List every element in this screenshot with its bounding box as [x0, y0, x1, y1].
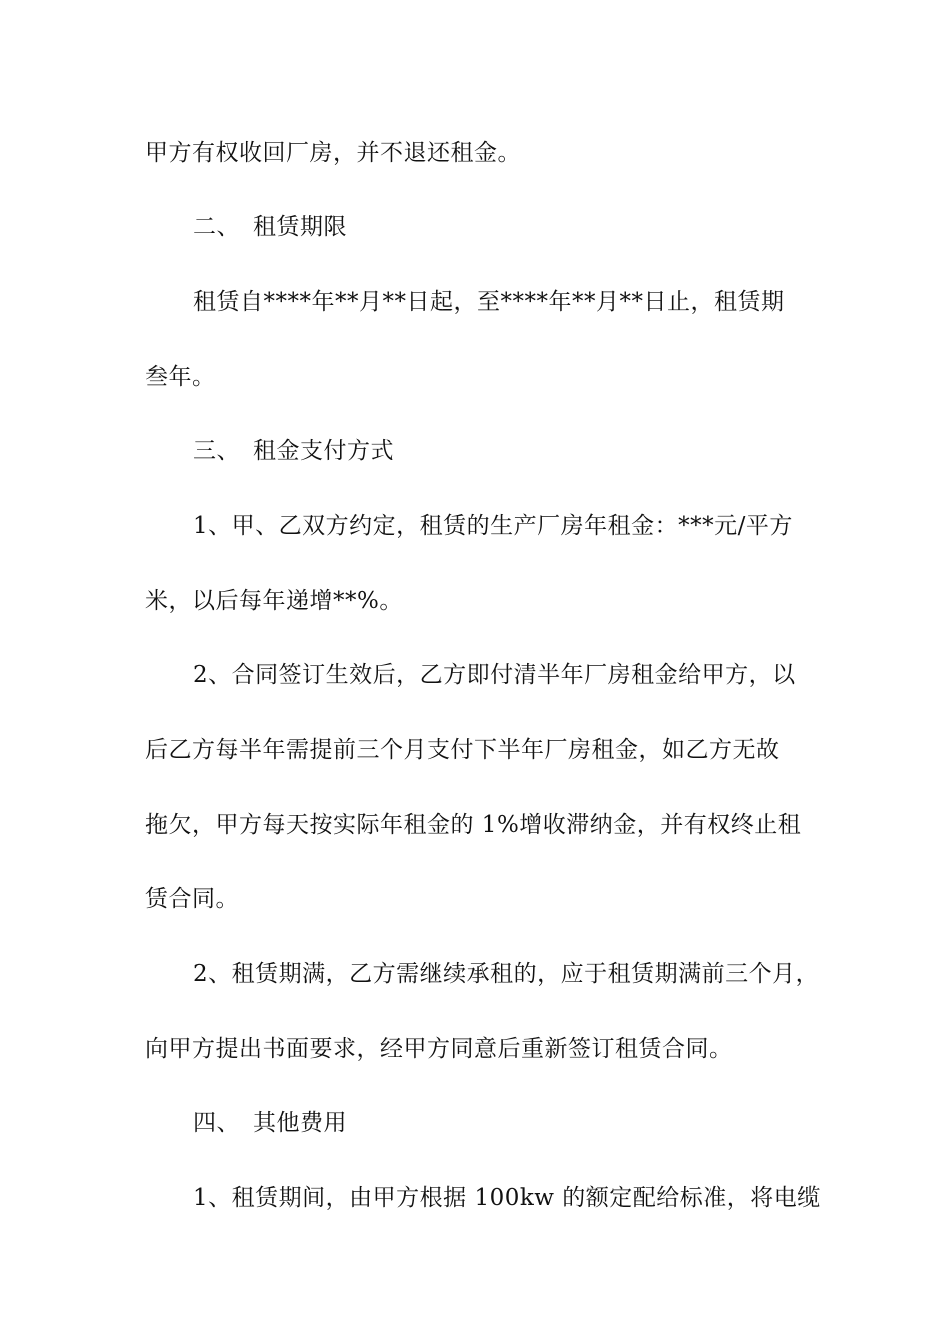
section-heading-lease-term: [193, 212, 825, 242]
text-line: 租赁自****年**月**日起，至****年**月**日止，租赁期: [193, 289, 785, 315]
section-number: 二、: [193, 214, 240, 240]
text-line: 1、甲、乙双方约定，租赁的生产厂房年租金：***元/平方: [193, 513, 793, 539]
text-line: 赁合同。: [145, 886, 239, 912]
section-number: 四、: [193, 1110, 240, 1136]
section-title: 其他费用: [253, 1110, 347, 1136]
text-line: 米，以后每年递增**%。: [145, 588, 403, 614]
text-line: 1、租赁期间，由甲方根据 100kw 的额定配给标准，将电缆: [193, 1185, 821, 1211]
text-line: 叁年。: [145, 364, 216, 390]
section-title: 租金支付方式: [253, 438, 394, 464]
section-title: 租赁期限: [253, 214, 347, 240]
text-line: 后乙方每半年需提前三个月支付下半年厂房租金，如乙方无故: [145, 737, 780, 763]
text-line: 2、租赁期满，乙方需继续承租的，应于租赁期满前三个月，: [193, 961, 820, 987]
section-number: 三、: [193, 438, 240, 464]
section-heading-other-fees: [193, 1108, 825, 1138]
text-line: 拖欠，甲方每天按实际年租金的 1%增收滞纳金，并有权终止租: [145, 812, 802, 838]
section-heading-rent-payment: [193, 436, 825, 466]
text-line: 甲方有权收回厂房，并不退还租金。: [145, 140, 521, 166]
text-line: 2、合同签订生效后，乙方即付清半年厂房租金给甲方，以: [193, 662, 796, 688]
text-line: 向甲方提出书面要求，经甲方同意后重新签订租赁合同。: [145, 1036, 733, 1062]
